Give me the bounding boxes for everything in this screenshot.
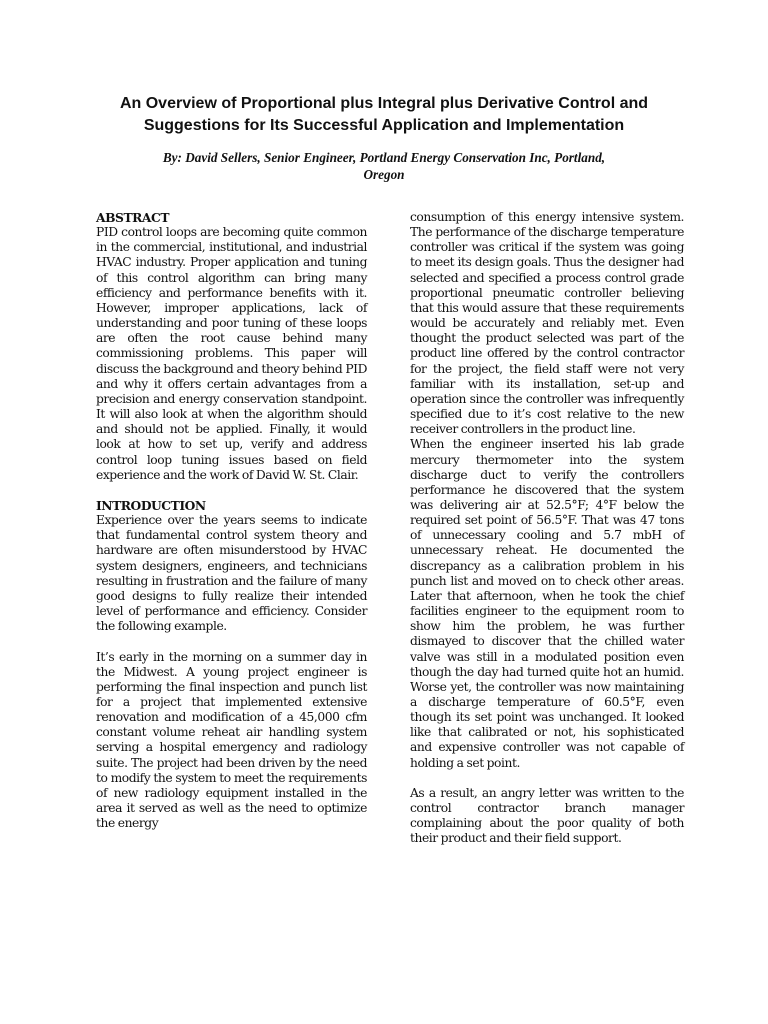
paragraph-gap: [96, 634, 367, 649]
intro-paragraph-1: Experience over the years seems to indicate that fundamental control system theory and hardware are often misunderstood by HVAC system designers, engineers, and technicians resulting in frustration and the failure of many good designs to fully realize their intended level of performance and efficiency. Consider the following example.: [96, 513, 367, 634]
title-line-1: An Overview of Proportional plus Integral plus Derivative Control and: [119, 95, 649, 112]
paper-title: [60, 93, 708, 136]
abstract-heading: ABSTRACT: [96, 210, 170, 225]
abstract-text: PID control loops are becoming quite common in the commercial, institutional, and industrial HVAC industry. Proper application and tuning of this control algorithm can bring many efficiency and performance benefits with it. However, improper applications, lack of understanding and poor tuning of these loops are often the root cause behind many commissioning problems. This paper will discuss the background and theory behind PID and why it offers certain advantages from a precision and energy conservation standpoint. It will also look at when the algorithm should and should not be applied. Finally, it would look at how to set up, verify and address control loop tuning issues based on field experience and the work of David W. St. Clair.: [96, 225, 367, 482]
introduction-heading: INTRODUCTION: [96, 497, 206, 513]
byline-line-1: By: David Sellers, Senior Engineer, Portland Energy Conservation Inc, Portland,: [162, 150, 606, 165]
author-byline: [90, 150, 678, 183]
intro-paragraph-2: It’s early in the morning on a summer day in the Midwest. A young project engineer is performing the final inspection and punch list for a project that implemented extensive renovation and modification of a 45,000 cfm constant volume reheat air handling system serving a hospital emergency and radiology suite. The project had been driven by the need to modify the system to meet the requirements of new radiology equipment installed in the area it served as well as the need to optimize the energy: [96, 649, 367, 831]
right-column: [410, 210, 684, 847]
paragraph-gap: [410, 771, 684, 786]
right-paragraph-2: When the engineer inserted his lab grade mercury thermometer into the system discharge duct to verify the controllers performance he discovered that the system was delivering air at 52.5°F; 4°F below the required set point of 56.5°F. That was 47 tons of unnecessary cooling and 5.7 mbH of unnecessary reheat. He documented the discrepancy as a calibration problem in his punch list and moved on to check other areas. Later that afternoon, when he took the chief facilities engineer to the equipment room to show him the problem, he was further dismayed to discover that the chilled water valve was still in a modulated position even though the day had turned quite hot an humid. Worse yet, the controller was now maintaining a discharge temperature of 60.5°F, even though its set point was unchanged. It looked like that calibrated or not, his sophisticated and expensive controller was not capable of holding a set point.: [410, 437, 684, 770]
title-line-2: Suggestions for Its Successful Application and Implementation: [143, 116, 625, 134]
byline-line-2: Oregon: [363, 166, 405, 182]
right-paragraph-3: As a result, an angry letter was written to the control contractor branch manager complaining about the poor quality of both their product and their field support.: [410, 785, 684, 846]
paragraph-gap: [96, 483, 367, 498]
right-paragraph-1: consumption of this energy intensive system. The performance of the discharge temperature controller was critical if the system was going to meet its design goals. Thus the designer had selected and specified a process control grade proportional pneumatic controller believing that this would assure that these requirements would be accurately and reliably met. Even thought the product selected was part of the product line offered by the control contractor for the project, the field staff were not very familiar with its installation, set-up and operation since the controller was infrequently specified due to it’s cost relative to the new receiver controllers in the product line.: [410, 210, 684, 437]
left-column: [96, 210, 367, 831]
